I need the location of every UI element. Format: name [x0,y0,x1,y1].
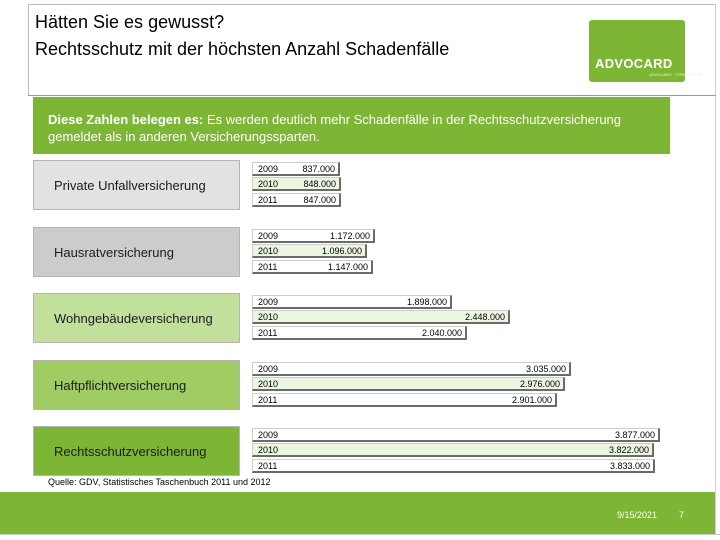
bar-2009 [252,362,571,376]
intro-body: Es werden deutlich mehr Schadenfälle in der Rechtsschutzversicherung gemeldet als in anderen Versicherungssparten. [48,112,622,144]
category-box [33,360,240,410]
bar-year-label: 2010 [258,246,279,256]
category-label: Haftpflichtversicherung [54,378,187,393]
source-note: Quelle: GDV, Statistisches Taschenbuch 2011 und 2012 [48,477,271,487]
bar-2010 [252,244,367,258]
bar-value-label: 847.000 [303,195,336,205]
category-label: Hausratversicherung [54,245,174,260]
bar-2010 [252,377,565,391]
bar-2011 [252,193,341,207]
bar-2009 [252,295,452,309]
logo-tagline: ADVOCARD · STREITLOTSE [649,72,703,77]
bar-2011 [252,393,557,407]
bar-2009 [252,229,375,243]
bar-year-label: 2009 [258,297,279,307]
bar-value-label: 2.448.000 [464,312,505,322]
slide-date: 9/15/2021 [617,510,658,520]
category-box [33,293,240,343]
bar-2011 [252,326,467,340]
frame-left [28,4,29,96]
bar-year-label: 2011 [258,461,278,471]
bar-year-label: 2010 [258,379,279,389]
bar-year-label: 2011 [258,395,278,405]
bar-year-label: 2009 [258,364,279,374]
bar-value-label: 1.096.000 [321,246,362,256]
bar-year-label: 2011 [258,262,278,272]
category-label: Private Unfallversicherung [54,178,206,193]
bar-value-label: 3.877.000 [614,430,655,440]
bar-2010 [252,310,510,324]
bar-value-label: 1.172.000 [329,231,370,241]
bar-year-label: 2009 [258,164,279,174]
bar-year-label: 2011 [258,328,278,338]
bar-year-label: 2009 [258,231,279,241]
frame-right [715,4,716,534]
footer-bar [0,492,715,534]
bar-year-label: 2010 [258,312,279,322]
page-subtitle: Rechtsschutz mit der höchsten Anzahl Schadenfälle [35,39,450,59]
frame-bottom [0,534,720,535]
bar-year-label: 2011 [258,195,278,205]
bar-2011 [252,459,655,473]
bar-value-label: 3.833.000 [609,461,650,471]
category-box [33,426,240,476]
bar-value-label: 2.040.000 [421,328,462,338]
page-title: Hätten Sie es gewusst? [35,12,225,32]
bar-value-label: 1.898.000 [406,297,447,307]
bar-value-label: 837.000 [302,164,335,174]
bar-value-label: 2.901.000 [511,395,552,405]
intro-text [48,111,668,145]
category-box [33,160,240,210]
bar-value-label: 1.147.000 [327,262,368,272]
bar-value-label: 2.976.000 [519,379,560,389]
bar-2011 [252,260,373,274]
category-label: Wohngebäudeversicherung [54,311,213,326]
frame-top [28,4,716,5]
bar-2009 [252,162,340,176]
bar-year-label: 2010 [258,179,279,189]
bar-value-label: 3.035.000 [525,364,566,374]
bar-year-label: 2009 [258,430,279,440]
bar-value-label: 3.822.000 [608,445,649,455]
category-label: Rechtsschutzversicherung [54,444,207,459]
logo-text: ADVOCARD [595,56,673,71]
advocard-logo [589,20,703,82]
intro-box [33,97,670,154]
header-divider [28,95,716,96]
bar-2010 [252,177,341,191]
bar-value-label: 848.000 [303,179,336,189]
bar-2010 [252,443,654,457]
bar-year-label: 2010 [258,445,279,455]
page-number: 7 [679,510,685,520]
intro-lead: Diese Zahlen belegen es: [48,112,204,127]
bar-2009 [252,428,660,442]
category-box [33,227,240,277]
